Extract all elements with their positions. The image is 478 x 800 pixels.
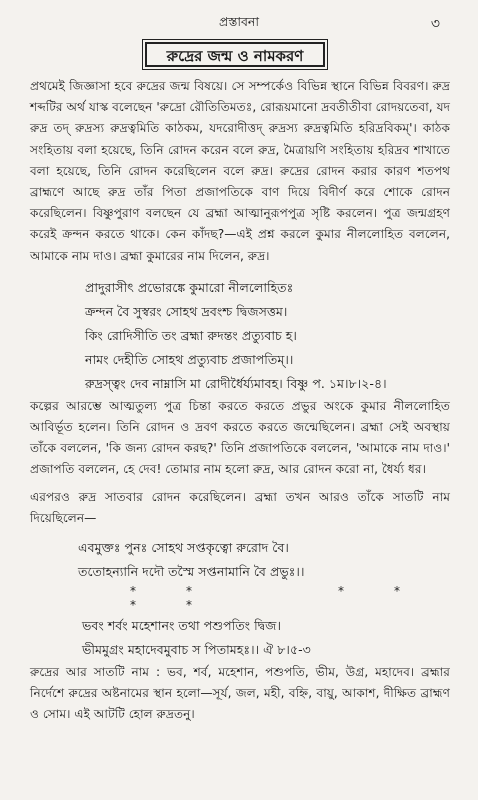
verse-block: [85, 276, 450, 396]
paragraph: প্রথমেই জিজ্ঞাসা হবে রুদ্রের জন্ম বিষয়ে। সে সম্পর্কেও বিভিন্ন স্থানে বিভিন্ন বিবরণ। রুদ্র শব্দটির অর্থ যাস্ক বলেছেন 'রুদ্রো রৌতিতিমতঃ, রোরূয়মানো দ্রবতীতীবা রোদয়তেবা, যদ রুদ্র তদ্ রুদ্রস্য রুদ্রত্বমিতি কাঠকম, যদরোদীত্তদ্ রুদ্রস্য রুদ্রত্বমিতি হরিদ্রবিকম্'। কাঠক সংহিতায় বলা হয়েছে, তিনি রোদন করেন বলে রুদ্র, মৈত্রায়ণি সংহিতায় হরিদ্রব শাখাতে বলা হয়েছে, তিনি রোদন করেছিলেন বলে রুদ্র। রুদ্রের রোদন করার কারণ শতপথ ব্রাহ্মণে আছে রুদ্র তাঁর পিতা প্রজাপতিকে বাণ দিয়ে বিদীর্ণ করে শোকে রোদন করেছিলেন। বিষ্ণুপুরাণ বলছেন যে ব্রহ্মা আত্মানুরূপপুত্র সৃষ্টি করলেন। পুত্র জন্মগ্রহণ করেই ক্রন্দন করতে থাকে। কেন কাঁদছ?—এই প্রশ্ন করলে কুমার নীললোহিত বললেন, আমাকে নাম দাও। ব্রহ্মা কুমারের নাম দিলেন, রুদ্র।: [30, 79, 450, 263]
verse-line: এবমুক্তঃ পুনঃ সোহথ সপ্তকৃত্বো রুরোদ বৈ।: [78, 540, 289, 556]
running-head: প্রস্তাবনা: [219, 14, 259, 29]
paragraph: রুদ্রের আর সাতটি নাম : ভব, শর্ব, মহেশান, পশুপতি, ভীম, উগ্র, মহাদেব। ব্রহ্মার নির্দেশে রুদ্রের অষ্টনামের স্থান হলো—সূর্য, জল, মহী, বহ্নি, বায়ু, আকাশ, দীক্ষিত ব্রাহ্মণ ও সোম। এই আটটি হোল রুদ্রতনু।: [30, 665, 450, 722]
verse-line: ভীমমুগ্রং মহাদেবমুবাচ স পিতামহঃ।। ঐ ৮।৫-৩: [82, 642, 311, 658]
verse-line: ক্রন্দন বৈ সুস্বরং সোহথ দ্রবংশ্চ দ্বিজসত্তম।: [85, 303, 288, 319]
section-title: রুদ্রের জন্ম ও নামকরণ: [145, 42, 325, 67]
verse-line: নামং দেহীতি সোহথ প্রত্যুবাচ প্রজাপতিম্।।: [85, 351, 294, 367]
verse-block: [78, 536, 450, 584]
verse-line: ভবং শর্বং মহেশানং তথা পশুপতিং দ্বিজ।: [82, 618, 281, 634]
page-number: ৩: [430, 16, 440, 32]
verse-line: রুদ্রস্ত্বং দেব নাম্নাসি মা রোদীর্ধৈর্য্যমাবহ। বিষ্ণু প. ১ম।৮।২-৪।: [85, 375, 387, 391]
paragraph: কল্পের আরম্ভে আত্মতুল্য পুত্র চিন্তা করতে করতে প্রভুর অংকে কুমার নীললোহিত আবির্ভূত হলেন। তিনি রোদন ও দ্রবণ করতে করতে জন্মেছিলেন। ব্রহ্মা সেই অবস্থায় তাঁকে বললেন, 'কি জন্য রোদন করছ?' তিনি প্রজাপতিকে বললেন, 'আমাকে নাম দাও।' প্রজাপতি বললেন, হে দেব! তোমার নাম হলো রুদ্র, আর রোদন করো না, ধৈর্য্য ধর।: [30, 398, 450, 477]
verse-line: প্রাদুরাসীৎ প্রভোরঙ্কে কুমারো নীললোহিতঃ: [85, 279, 294, 295]
verse-line: ততোহন্যানি দদৌ তস্মৈ সপ্তনামানি বৈ প্রভুঃ।।: [78, 564, 305, 580]
verse-line: কিং রোদিসীতি তং ব্রহ্মা রুদন্তং প্রত্যুবাচ হ।: [85, 327, 297, 343]
verse-block: [82, 614, 450, 662]
paragraph: এরপরও রুদ্র সাতবার রোদন করেছিলেন। ব্রহ্মা তখন আরও তাঁকে সাতটি নাম দিয়েছিলেন—: [30, 489, 450, 525]
section-stars: ** ** **: [130, 584, 450, 613]
body-text: [30, 76, 450, 726]
